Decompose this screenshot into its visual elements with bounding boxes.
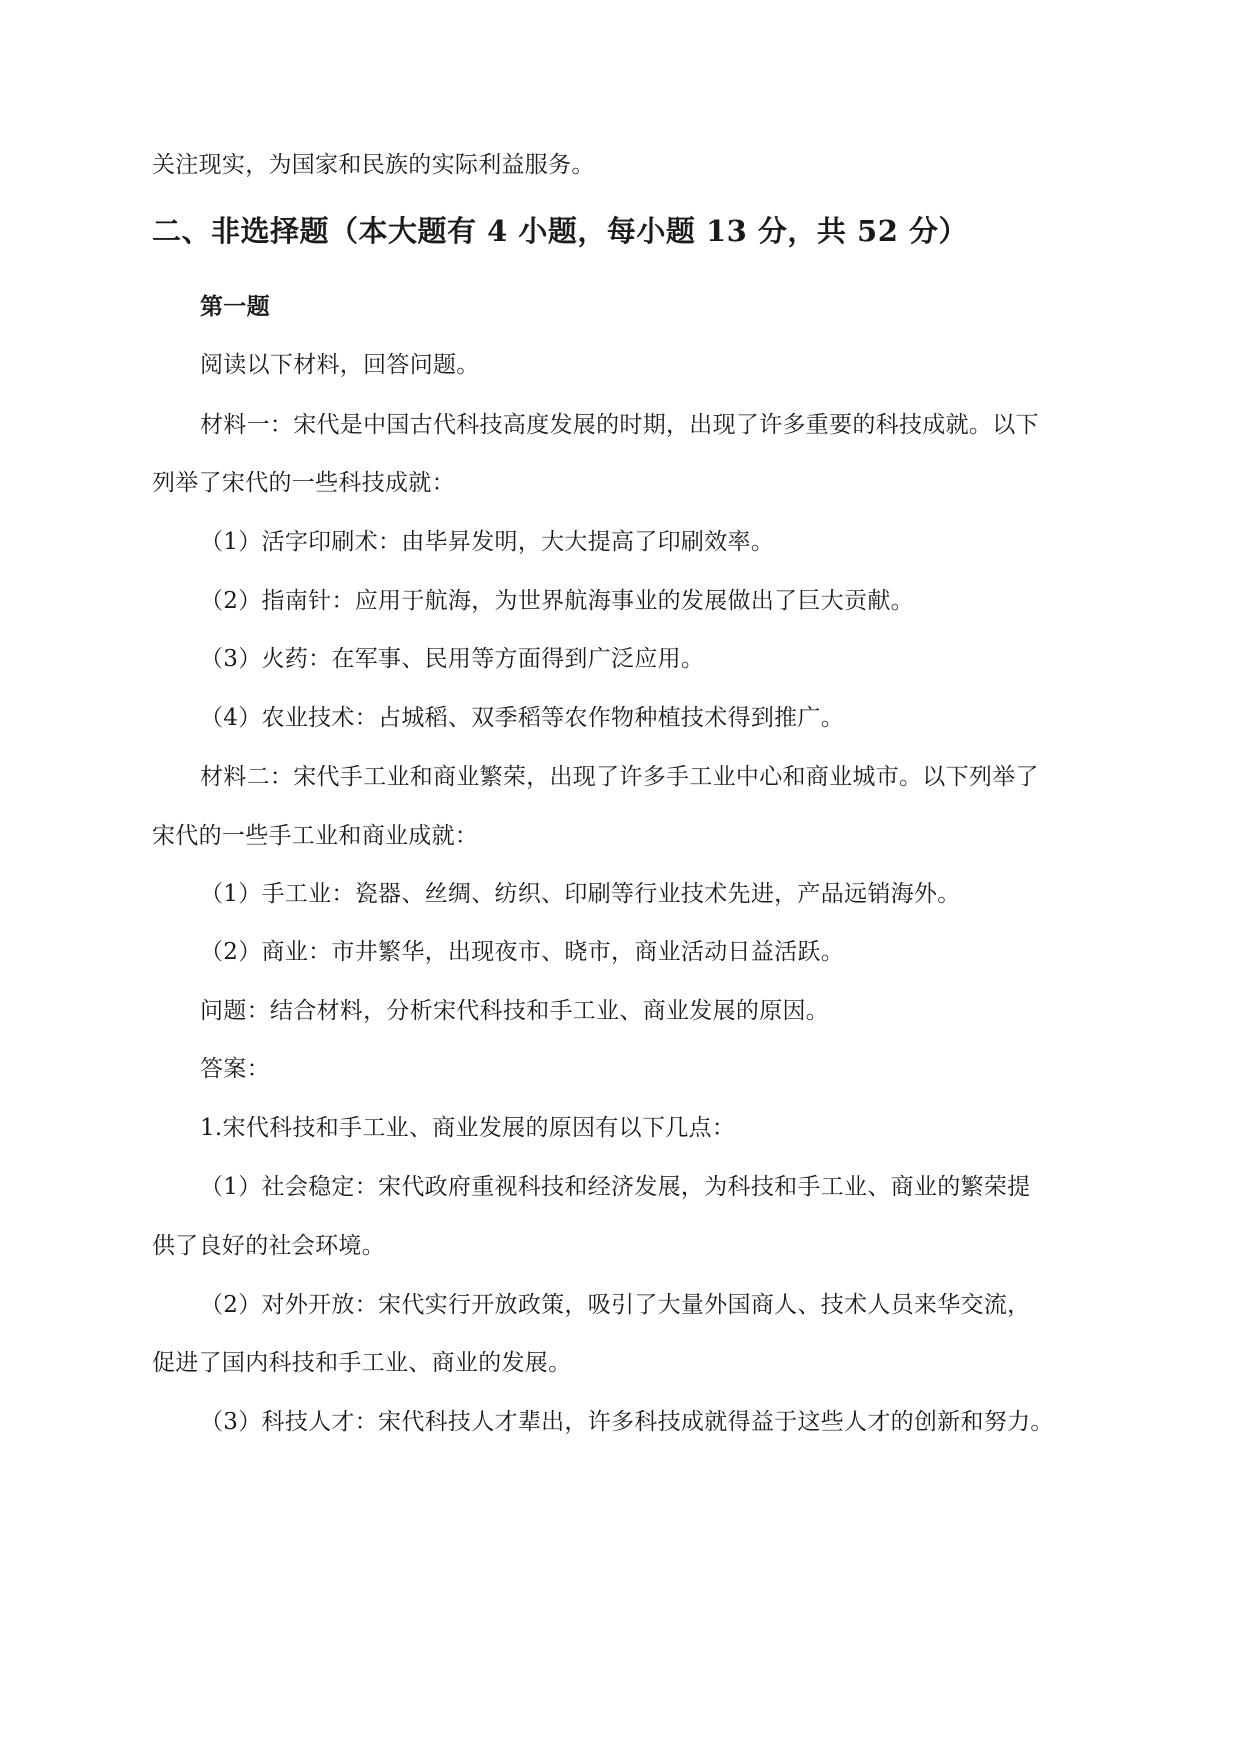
list-item: （3）火药：在军事、民用等方面得到广泛应用。 xyxy=(200,646,705,672)
list-item: （1）手工业：瓷器、丝绸、纺织、印刷等行业技术先进，产品远销海外。 xyxy=(200,881,961,907)
answer-label: 答案： xyxy=(200,1056,270,1082)
section-heading: 二、非选择题（本大题有 4 小题，每小题 13 分，共 52 分） xyxy=(152,214,968,248)
list-item: （1）活字印刷术：由毕昇发明，大大提高了印刷效率。 xyxy=(200,529,775,555)
paragraph-line: 阅读以下材料，回答问题。 xyxy=(200,352,480,378)
paragraph-line: 材料一：宋代是中国古代科技高度发展的时期，出现了许多重要的科技成就。以下 xyxy=(200,412,1039,438)
list-item: （2）指南针：应用于航海，为世界航海事业的发展做出了巨大贡献。 xyxy=(200,588,914,614)
list-item: （4）农业技术：占城稻、双季稻等农作物种植技术得到推广。 xyxy=(200,705,845,731)
list-item: （2）商业：市井繁华，出现夜市、晓市，商业活动日益活跃。 xyxy=(200,939,845,965)
list-item: （2）对外开放：宋代实行开放政策，吸引了大量外国商人、技术人员来华交流， xyxy=(200,1292,1031,1318)
list-item: （1）社会稳定：宋代政府重视科技和经济发展，为科技和手工业、商业的繁荣提 xyxy=(200,1174,1031,1200)
paragraph-line: 材料二：宋代手工业和商业繁荣，出现了许多手工业中心和商业城市。以下列举了 xyxy=(200,764,1039,790)
question-prompt: 问题：结合材料，分析宋代科技和手工业、商业发展的原因。 xyxy=(200,998,830,1024)
paragraph-line: 列举了宋代的一些科技成就： xyxy=(152,470,455,496)
list-item: （3）科技人才：宋代科技人才辈出，许多科技成就得益于这些人才的创新和努力。 xyxy=(200,1409,1054,1435)
answer-point: 1.宋代科技和手工业、商业发展的原因有以下几点： xyxy=(200,1115,736,1141)
paragraph-line: 供了良好的社会环境。 xyxy=(152,1233,385,1259)
paragraph-line: 宋代的一些手工业和商业成就： xyxy=(152,823,479,849)
paragraph-line: 促进了国内科技和手工业、商业的发展。 xyxy=(152,1350,572,1376)
question-title: 第一题 xyxy=(200,293,270,320)
paragraph-line: 关注现实，为国家和民族的实际利益服务。 xyxy=(152,152,595,178)
